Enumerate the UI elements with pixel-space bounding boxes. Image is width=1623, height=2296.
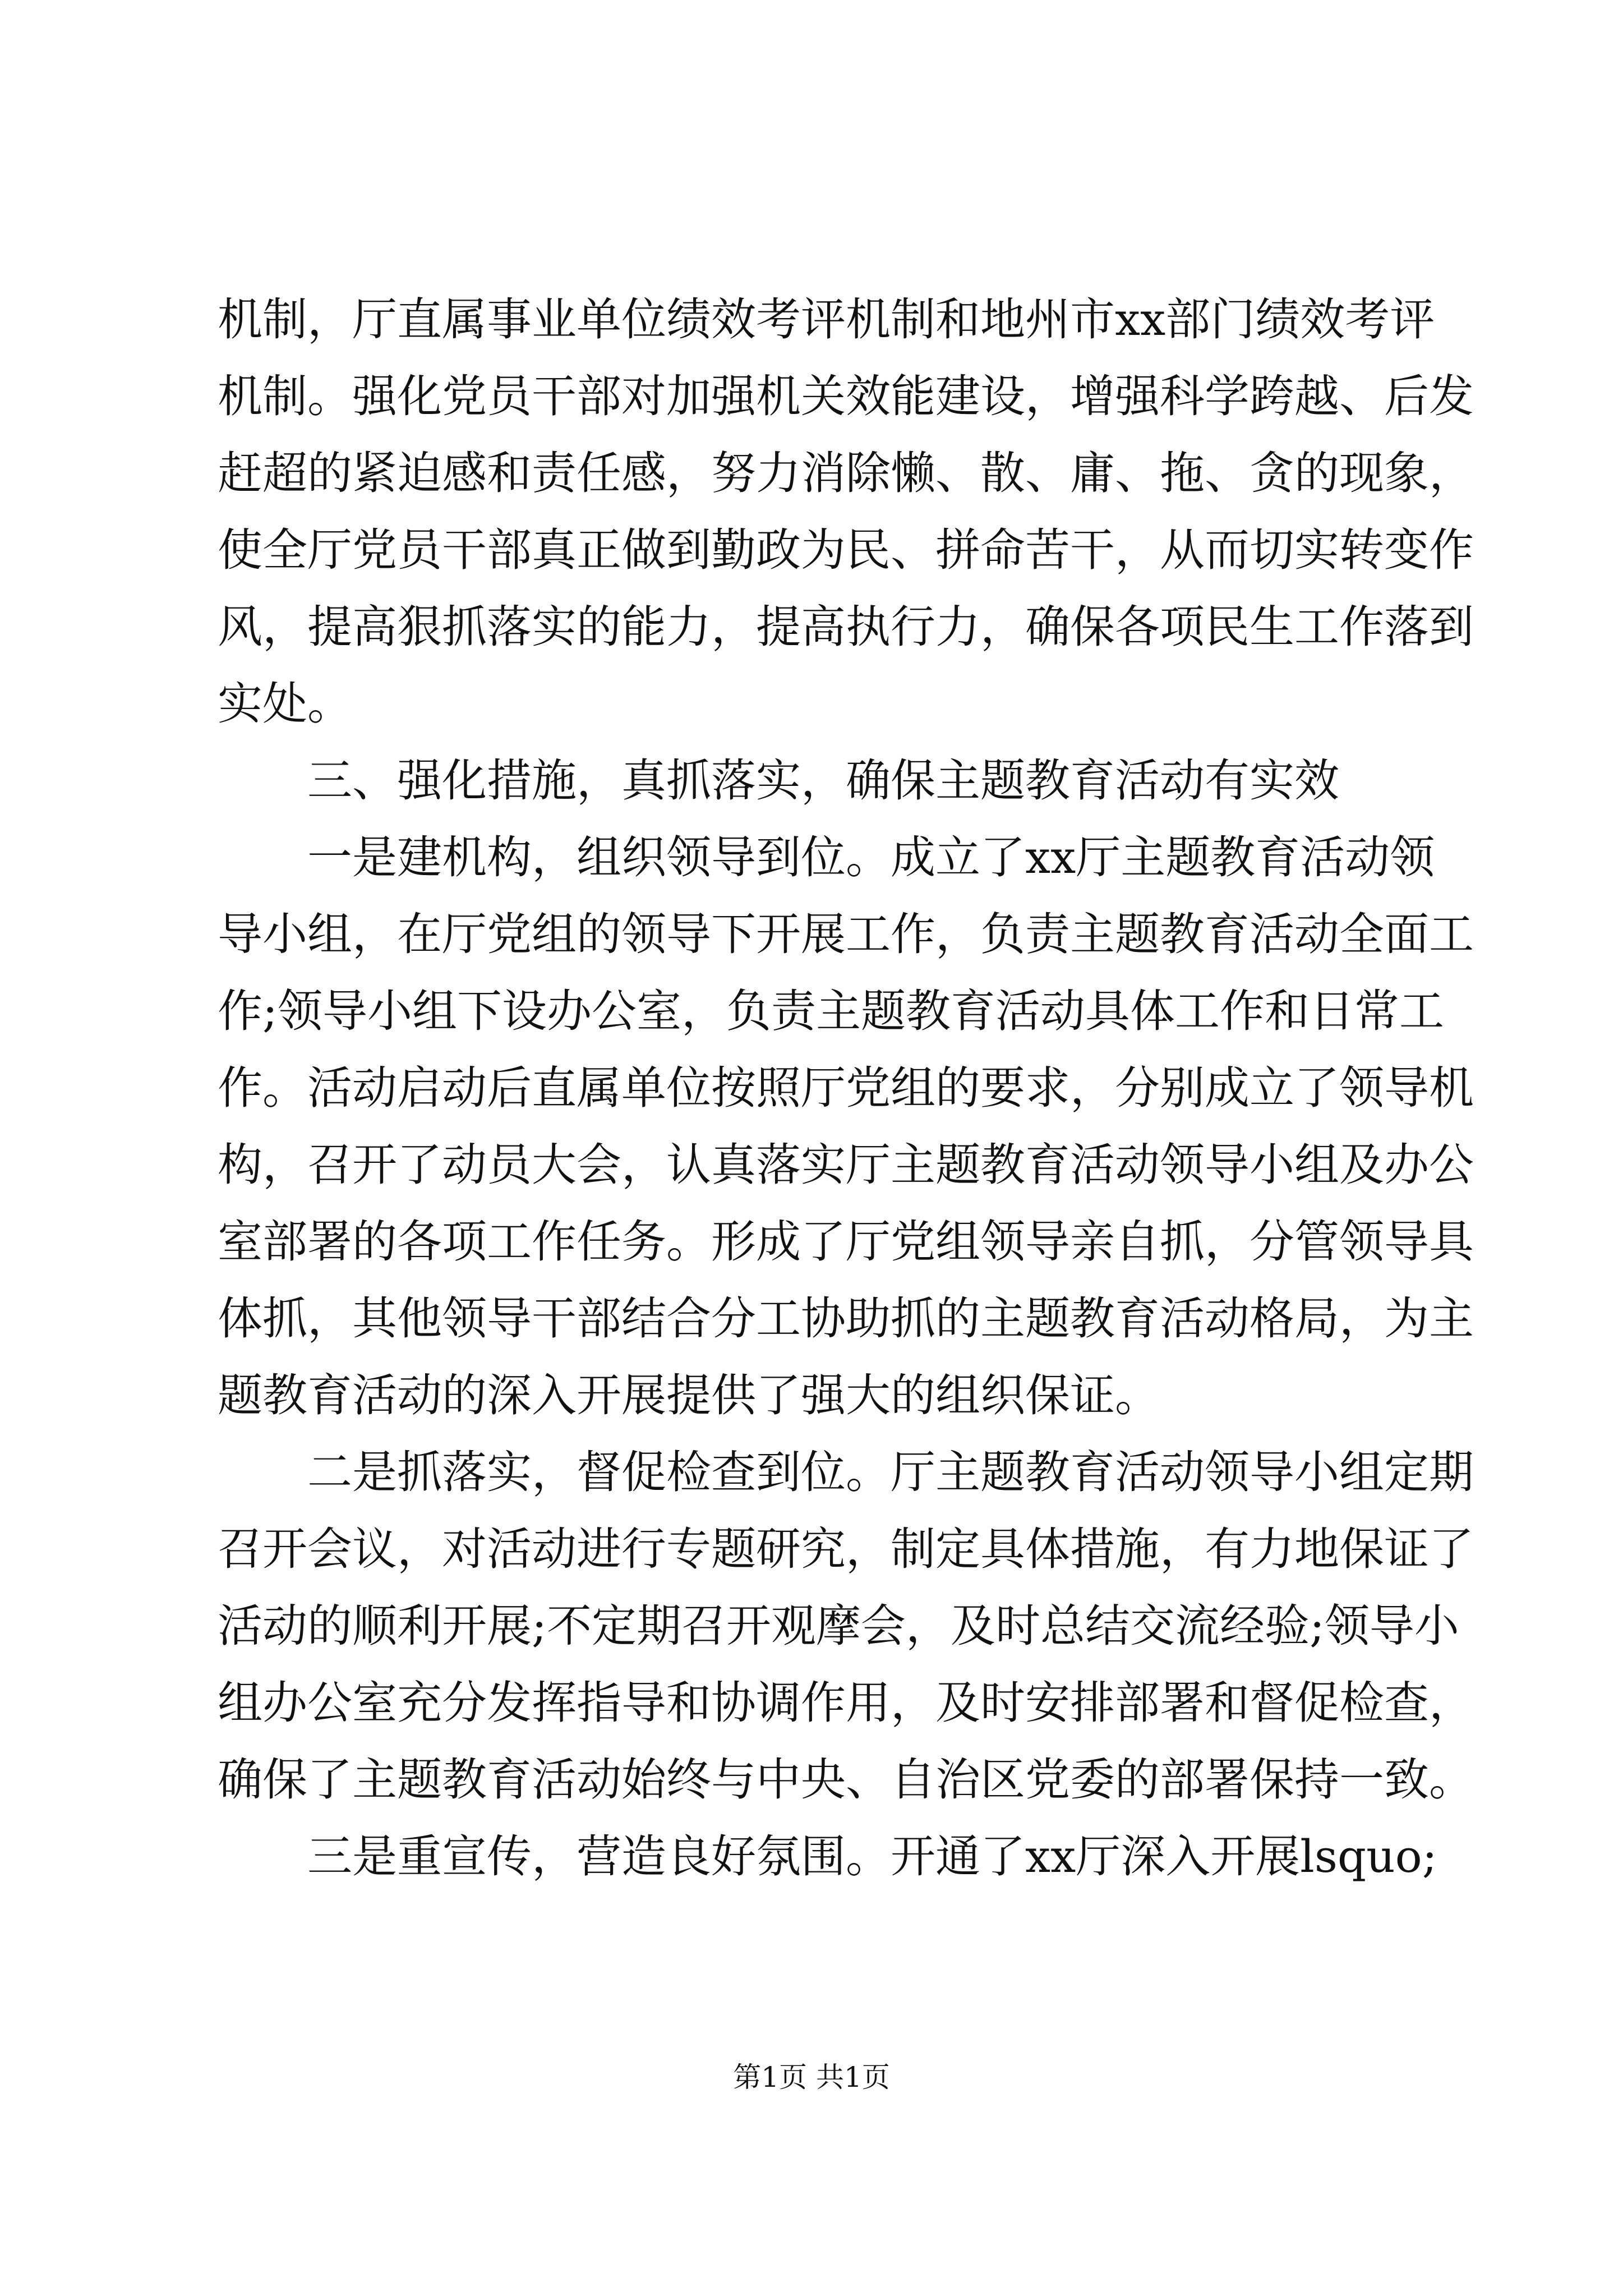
text-line: 活动的顺利开展;不定期召开观摩会，及时总结交流经验;领导小 bbox=[218, 1600, 1459, 1652]
page-number-footer: 第1页 共1页 bbox=[733, 2061, 890, 2093]
text-line: 机制。强化党员干部对加强机关效能建设，增强科学跨越、后发 bbox=[218, 370, 1474, 422]
text-line: 组办公室充分发挥指导和协调作用，及时安排部署和督促检查， bbox=[218, 1677, 1474, 1729]
text-line: 机制，厅直属事业单位绩效考评机制和地州市xx部门绩效考评 bbox=[218, 293, 1435, 346]
text-line: 确保了主题教育活动始终与中央、自治区党委的部署保持一致。 bbox=[218, 1754, 1474, 1806]
text-line: 作;领导小组下设办公室，负责主题教育活动具体工作和日常工 bbox=[218, 985, 1444, 1037]
text-line: 召开会议，对活动进行专题研究，制定具体措施，有力地保证了 bbox=[218, 1523, 1474, 1575]
text-line: 导小组，在厅党组的领导下开展工作，负责主题教育活动全面工 bbox=[218, 908, 1474, 960]
section-heading: 三、强化措施，真抓落实，确保主题教育活动有实效 bbox=[307, 754, 1339, 807]
text-line: 构，召开了动员大会，认真落实厅主题教育活动领导小组及办公 bbox=[218, 1139, 1474, 1191]
text-line: 体抓，其他领导干部结合分工协助抓的主题教育活动格局，为主 bbox=[218, 1292, 1474, 1345]
text-line: 赶超的紧迫感和责任感，努力消除懒、散、庸、拖、贪的现象， bbox=[218, 447, 1474, 499]
text-line: 一是建机构，组织领导到位。成立了xx厅主题教育活动领 bbox=[307, 831, 1435, 884]
text-line: 风，提高狠抓落实的能力，提高执行力，确保各项民生工作落到 bbox=[218, 601, 1474, 653]
text-line: 实处。 bbox=[218, 678, 352, 730]
text-line: 题教育活动的深入开展提供了强大的组织保证。 bbox=[218, 1369, 1160, 1421]
text-line: 二是抓落实，督促检查到位。厅主题教育活动领导小组定期 bbox=[307, 1446, 1474, 1498]
text-line: 作。活动启动后直属单位按照厅党组的要求，分别成立了领导机 bbox=[218, 1062, 1474, 1114]
text-line: 三是重宣传，营造良好氛围。开通了xx厅深入开展lsquo; bbox=[307, 1830, 1437, 1883]
text-line: 使全厅党员干部真正做到勤政为民、拼命苦干，从而切实转变作 bbox=[218, 524, 1474, 576]
text-line: 室部署的各项工作任务。形成了厅党组领导亲自抓，分管领导具 bbox=[218, 1216, 1474, 1268]
